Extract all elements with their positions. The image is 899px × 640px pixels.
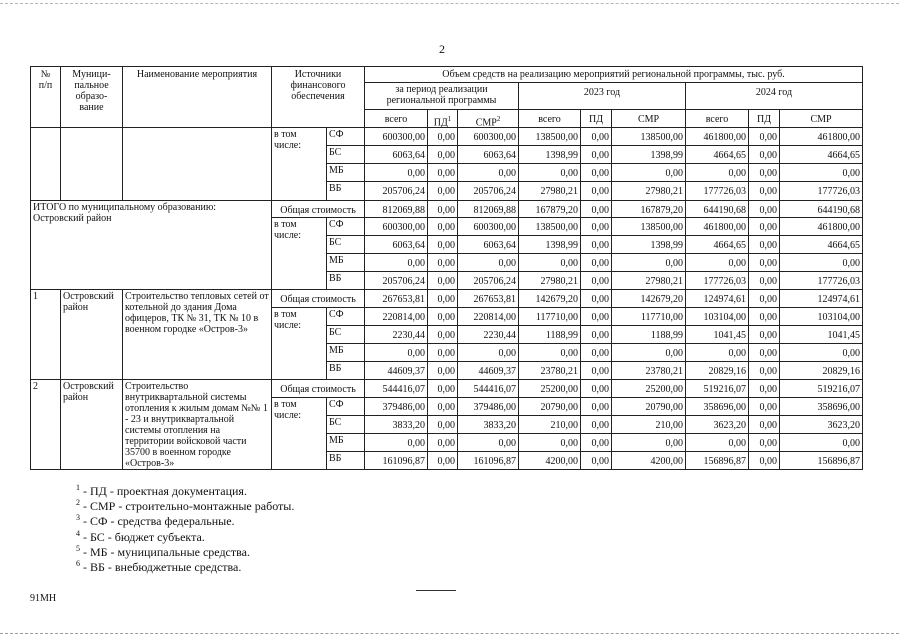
funding-value: 0,00 bbox=[580, 217, 612, 236]
funding-value: 0,00 bbox=[580, 181, 612, 201]
funding-value: 0,00 bbox=[685, 343, 749, 362]
funding-source-label: БС bbox=[326, 325, 365, 344]
funding-value: 210,00 bbox=[611, 415, 686, 434]
funding-value: 205706,24 bbox=[457, 181, 519, 201]
funding-value: 0,00 bbox=[457, 433, 519, 452]
footnote-text: - СМР - строительно-монтажные работы. bbox=[80, 499, 295, 514]
header-sub-column bbox=[611, 109, 686, 128]
funding-value: 0,00 bbox=[427, 163, 458, 182]
funding-source-label: СФ bbox=[326, 217, 365, 236]
row-event-name: Строительство тепловых сетей от котельной до здания Дома офицеров, ТК № 31, ТК № 10 в военном городке «Остров-3» bbox=[122, 289, 272, 380]
funding-value: 205706,24 bbox=[364, 181, 428, 201]
funding-value: 0,00 bbox=[748, 415, 780, 434]
header-municipality: Муници- пальное образо- вание bbox=[60, 66, 123, 128]
funding-value: 0,00 bbox=[364, 163, 428, 182]
footnote bbox=[76, 545, 496, 560]
total-cost-label: Общая стоимость bbox=[271, 289, 365, 308]
header-year-2023: 2023 год bbox=[518, 82, 686, 110]
footnote-text: - БС - бюджет субъекта. bbox=[80, 529, 205, 544]
funding-value: 0,00 bbox=[427, 253, 458, 272]
header-number: № п/п bbox=[30, 66, 61, 128]
total-cost-value: 0,00 bbox=[427, 379, 458, 398]
row-event-name bbox=[122, 127, 272, 201]
funding-value: 379486,00 bbox=[364, 397, 428, 416]
header-sub-column bbox=[518, 109, 581, 128]
funding-value: 117710,00 bbox=[611, 307, 686, 326]
funding-value: 3833,20 bbox=[457, 415, 519, 434]
footnote-text: - СФ - средства федеральные. bbox=[80, 514, 235, 529]
funding-value: 2230,44 bbox=[457, 325, 519, 344]
total-cost-value: 519216,07 bbox=[779, 379, 863, 398]
total-cost-value: 25200,00 bbox=[611, 379, 686, 398]
funding-value: 600300,00 bbox=[364, 127, 428, 146]
footnote bbox=[76, 484, 496, 499]
funding-value: 0,00 bbox=[611, 433, 686, 452]
funding-value: 210,00 bbox=[518, 415, 581, 434]
row-event-name: Строительство внутриквартальной системы отопления к жилым домам №№ 1 - 23 и внутриквартальной системы отопления на территории войсковой части 35700 в военном городке «Остров-3» bbox=[122, 379, 272, 470]
funding-value: 23780,21 bbox=[518, 361, 581, 380]
funding-value: 0,00 bbox=[427, 217, 458, 236]
funding-value: 0,00 bbox=[748, 271, 780, 290]
funding-value: 27980,21 bbox=[518, 271, 581, 290]
funding-value: 0,00 bbox=[779, 433, 863, 452]
funding-value: 0,00 bbox=[611, 253, 686, 272]
funding-value: 177726,03 bbox=[779, 181, 863, 201]
funding-value: 0,00 bbox=[748, 253, 780, 272]
funding-value: 0,00 bbox=[518, 343, 581, 362]
funding-value: 44609,37 bbox=[364, 361, 428, 380]
header-year-2024: 2024 год bbox=[685, 82, 863, 110]
funding-source-label: МБ bbox=[326, 163, 365, 182]
header-sub-column bbox=[779, 109, 863, 128]
funding-value: 1041,45 bbox=[685, 325, 749, 344]
including-label: в том числе: bbox=[271, 127, 327, 201]
funding-value: 23780,21 bbox=[611, 361, 686, 380]
total-cost-value: 0,00 bbox=[748, 289, 780, 308]
funding-value: 1398,99 bbox=[611, 235, 686, 254]
funding-value: 117710,00 bbox=[518, 307, 581, 326]
total-cost-value: 267653,81 bbox=[457, 289, 519, 308]
header-sub-label: всего bbox=[538, 114, 561, 125]
funding-value: 3623,20 bbox=[779, 415, 863, 434]
funding-value: 161096,87 bbox=[364, 451, 428, 470]
funding-value: 0,00 bbox=[580, 361, 612, 380]
footnote-mark: 6 bbox=[76, 559, 80, 569]
total-cost-value: 812069,88 bbox=[364, 200, 428, 218]
funding-value: 0,00 bbox=[748, 451, 780, 470]
funding-value: 4200,00 bbox=[518, 451, 581, 470]
footnote-mark: 2 bbox=[76, 498, 80, 508]
funding-value: 0,00 bbox=[748, 343, 780, 362]
funding-value: 0,00 bbox=[427, 307, 458, 326]
funding-value: 461800,00 bbox=[685, 127, 749, 146]
funding-value: 6063,64 bbox=[457, 235, 519, 254]
total-cost-value: 0,00 bbox=[748, 379, 780, 398]
header-period-total: за период реализации региональной программы bbox=[364, 82, 519, 110]
header-sub-label: СМР bbox=[637, 114, 660, 125]
row-municipality: Островский район bbox=[60, 379, 123, 470]
footnote-text: - ПД - проектная документация. bbox=[80, 484, 247, 498]
total-cost-value: 812069,88 bbox=[457, 200, 519, 218]
funding-value: 220814,00 bbox=[457, 307, 519, 326]
total-cost-value: 0,00 bbox=[580, 379, 612, 398]
funding-value: 461800,00 bbox=[779, 127, 863, 146]
funding-value: 0,00 bbox=[685, 253, 749, 272]
funding-value: 358696,00 bbox=[685, 397, 749, 416]
funding-value: 0,00 bbox=[427, 343, 458, 362]
funding-value: 600300,00 bbox=[457, 127, 519, 146]
funding-value: 0,00 bbox=[427, 235, 458, 254]
funding-value: 0,00 bbox=[580, 235, 612, 254]
signature-line bbox=[416, 590, 456, 591]
total-cost-value: 544416,07 bbox=[457, 379, 519, 398]
funding-value: 103104,00 bbox=[779, 307, 863, 326]
header-sub-label: СМР bbox=[475, 117, 497, 128]
document-code: 91МН bbox=[30, 593, 57, 604]
funding-value: 2230,44 bbox=[364, 325, 428, 344]
funding-value: 0,00 bbox=[580, 397, 612, 416]
funding-value: 27980,21 bbox=[518, 181, 581, 201]
total-cost-value: 267653,81 bbox=[364, 289, 428, 308]
funding-value: 205706,24 bbox=[457, 271, 519, 290]
footnote bbox=[76, 560, 496, 575]
funding-value: 0,00 bbox=[580, 253, 612, 272]
funding-value: 4664,65 bbox=[779, 235, 863, 254]
funding-value: 20829,16 bbox=[685, 361, 749, 380]
page-number: 2 bbox=[439, 42, 445, 56]
funding-value: 27980,21 bbox=[611, 181, 686, 201]
funding-value: 461800,00 bbox=[685, 217, 749, 236]
funding-value: 0,00 bbox=[518, 433, 581, 452]
funding-value: 6063,64 bbox=[364, 235, 428, 254]
funding-value: 138500,00 bbox=[611, 217, 686, 236]
funding-value: 20829,16 bbox=[779, 361, 863, 380]
including-label: в том числе: bbox=[271, 397, 327, 470]
funding-value: 0,00 bbox=[748, 307, 780, 326]
header-sub-column bbox=[685, 109, 749, 128]
header-sub-column bbox=[580, 109, 612, 128]
funding-value: 138500,00 bbox=[518, 217, 581, 236]
funding-value: 0,00 bbox=[427, 325, 458, 344]
funding-value: 0,00 bbox=[427, 451, 458, 470]
total-cost-label: Общая стоимость bbox=[271, 379, 365, 398]
funding-value: 0,00 bbox=[748, 361, 780, 380]
total-cost-value: 0,00 bbox=[748, 200, 780, 218]
funding-value: 1041,45 bbox=[779, 325, 863, 344]
total-cost-value: 0,00 bbox=[580, 200, 612, 218]
total-cost-value: 25200,00 bbox=[518, 379, 581, 398]
funding-value: 0,00 bbox=[748, 127, 780, 146]
total-cost-label: Общая стоимость bbox=[271, 200, 365, 218]
funding-value: 4200,00 bbox=[611, 451, 686, 470]
including-label: в том числе: bbox=[271, 307, 327, 380]
funding-value: 0,00 bbox=[580, 307, 612, 326]
header-sub-label: ПД bbox=[433, 117, 448, 128]
funding-value: 0,00 bbox=[580, 145, 612, 164]
funding-value: 3833,20 bbox=[364, 415, 428, 434]
total-cost-value: 644190,68 bbox=[685, 200, 749, 218]
funding-value: 0,00 bbox=[779, 343, 863, 362]
funding-value: 358696,00 bbox=[779, 397, 863, 416]
total-cost-value: 167879,20 bbox=[611, 200, 686, 218]
funding-source-label: СФ bbox=[326, 397, 365, 416]
header-sub-label: ПД bbox=[588, 114, 604, 125]
funding-value: 0,00 bbox=[748, 397, 780, 416]
funding-value: 0,00 bbox=[748, 433, 780, 452]
funding-value: 103104,00 bbox=[685, 307, 749, 326]
footnote-text: - МБ - муниципальные средства. bbox=[80, 544, 250, 559]
funding-source-label: МБ bbox=[326, 253, 365, 272]
funding-value: 0,00 bbox=[427, 397, 458, 416]
total-cost-value: 124974,61 bbox=[685, 289, 749, 308]
funding-value: 0,00 bbox=[748, 145, 780, 164]
funding-source-label: БС bbox=[326, 235, 365, 254]
header-sub-mark: 2 bbox=[496, 115, 501, 123]
funding-value: 220814,00 bbox=[364, 307, 428, 326]
header-sub-column bbox=[748, 109, 780, 128]
funding-value: 156896,87 bbox=[685, 451, 749, 470]
funding-value: 1398,99 bbox=[611, 145, 686, 164]
funding-value: 1188,99 bbox=[611, 325, 686, 344]
funding-value: 0,00 bbox=[427, 415, 458, 434]
row-municipality bbox=[60, 127, 123, 201]
footnote bbox=[76, 514, 496, 529]
funding-value: 0,00 bbox=[427, 145, 458, 164]
footnotes bbox=[76, 484, 496, 575]
funding-value: 0,00 bbox=[685, 433, 749, 452]
header-sub-column bbox=[457, 109, 519, 128]
footnote-mark: 1 bbox=[76, 483, 80, 492]
footnote-text: - ВБ - внебюджетные средства. bbox=[80, 560, 242, 575]
funding-value: 161096,87 bbox=[457, 451, 519, 470]
total-cost-value: 644190,68 bbox=[779, 200, 863, 218]
funding-value: 0,00 bbox=[457, 253, 519, 272]
header-event-name: Наименование мероприятия bbox=[122, 66, 272, 128]
total-cost-value: 124974,61 bbox=[779, 289, 863, 308]
funding-value: 0,00 bbox=[580, 163, 612, 182]
funding-value: 0,00 bbox=[685, 163, 749, 182]
funding-value: 177726,03 bbox=[685, 271, 749, 290]
funding-value: 4664,65 bbox=[685, 145, 749, 164]
funding-source-label: ВБ bbox=[326, 451, 365, 470]
funding-source-label: ВБ bbox=[326, 271, 365, 290]
footnote-mark: 3 bbox=[76, 513, 80, 523]
funding-value: 20790,00 bbox=[518, 397, 581, 416]
funding-value: 0,00 bbox=[580, 271, 612, 290]
funding-value: 0,00 bbox=[748, 181, 780, 201]
funding-value: 0,00 bbox=[457, 163, 519, 182]
funding-value: 205706,24 bbox=[364, 271, 428, 290]
row-number: 1 bbox=[30, 289, 61, 380]
funding-value: 461800,00 bbox=[779, 217, 863, 236]
footnote bbox=[76, 499, 496, 514]
total-cost-value: 0,00 bbox=[427, 289, 458, 308]
funding-value: 3623,20 bbox=[685, 415, 749, 434]
footnote bbox=[76, 530, 496, 545]
funding-value: 0,00 bbox=[748, 235, 780, 254]
funding-value: 600300,00 bbox=[457, 217, 519, 236]
funding-value: 379486,00 bbox=[457, 397, 519, 416]
funding-value: 0,00 bbox=[580, 343, 612, 362]
funding-source-label: БС bbox=[326, 145, 365, 164]
funding-value: 0,00 bbox=[580, 127, 612, 146]
funding-value: 1188,99 bbox=[518, 325, 581, 344]
funding-value: 0,00 bbox=[611, 343, 686, 362]
funding-value: 0,00 bbox=[580, 451, 612, 470]
funding-value: 0,00 bbox=[580, 325, 612, 344]
total-cost-value: 544416,07 bbox=[364, 379, 428, 398]
total-cost-value: 142679,20 bbox=[611, 289, 686, 308]
funding-value: 6063,64 bbox=[364, 145, 428, 164]
header-volume: Объем средств на реализацию мероприятий региональной программы, тыс. руб. bbox=[364, 66, 863, 83]
header-sub-column bbox=[364, 109, 428, 128]
funding-value: 0,00 bbox=[364, 343, 428, 362]
funding-value: 0,00 bbox=[427, 127, 458, 146]
funding-value: 177726,03 bbox=[685, 181, 749, 201]
header-sub-label: всего bbox=[384, 114, 408, 125]
funding-value: 600300,00 bbox=[364, 217, 428, 236]
summary-title: ИТОГО по муниципальному образованию: Островский район bbox=[30, 200, 272, 290]
funding-value: 0,00 bbox=[611, 163, 686, 182]
funding-value: 0,00 bbox=[457, 343, 519, 362]
funding-value: 4664,65 bbox=[685, 235, 749, 254]
funding-value: 138500,00 bbox=[518, 127, 581, 146]
funding-value: 0,00 bbox=[580, 433, 612, 452]
total-cost-value: 142679,20 bbox=[518, 289, 581, 308]
funding-value: 0,00 bbox=[364, 253, 428, 272]
funding-value: 0,00 bbox=[427, 271, 458, 290]
funding-value: 0,00 bbox=[779, 253, 863, 272]
funding-value: 177726,03 bbox=[779, 271, 863, 290]
funding-value: 1398,99 bbox=[518, 235, 581, 254]
header-sub-mark: 1 bbox=[447, 115, 452, 123]
row-municipality: Островский район bbox=[60, 289, 123, 380]
funding-source-label: МБ bbox=[326, 433, 365, 452]
funding-source-label: СФ bbox=[326, 127, 365, 146]
header-sub-label: ПД bbox=[756, 114, 772, 125]
funding-value: 0,00 bbox=[748, 217, 780, 236]
funding-value: 0,00 bbox=[748, 163, 780, 182]
total-cost-value: 0,00 bbox=[427, 200, 458, 218]
funding-value: 20790,00 bbox=[611, 397, 686, 416]
footnote-mark: 5 bbox=[76, 543, 80, 553]
footnote-mark: 4 bbox=[76, 528, 80, 538]
total-cost-value: 0,00 bbox=[580, 289, 612, 308]
funding-value: 4664,65 bbox=[779, 145, 863, 164]
funding-value: 27980,21 bbox=[611, 271, 686, 290]
funding-value: 0,00 bbox=[580, 415, 612, 434]
header-sources: Источники финансового обеспечения bbox=[271, 66, 365, 128]
funding-source-label: ВБ bbox=[326, 361, 365, 380]
funding-value: 0,00 bbox=[518, 253, 581, 272]
funding-value: 156896,87 bbox=[779, 451, 863, 470]
header-sub-label: всего bbox=[705, 114, 729, 125]
funding-source-label: СФ bbox=[326, 307, 365, 326]
funding-value: 0,00 bbox=[364, 433, 428, 452]
row-number: 2 bbox=[30, 379, 61, 470]
funding-value: 6063,64 bbox=[457, 145, 519, 164]
funding-value: 0,00 bbox=[748, 325, 780, 344]
funding-value: 44609,37 bbox=[457, 361, 519, 380]
header-sub-column bbox=[427, 109, 458, 128]
funding-source-label: ВБ bbox=[326, 181, 365, 201]
row-number bbox=[30, 127, 61, 201]
funding-value: 0,00 bbox=[427, 433, 458, 452]
including-label: в том числе: bbox=[271, 217, 327, 290]
total-cost-value: 167879,20 bbox=[518, 200, 581, 218]
funding-value: 1398,99 bbox=[518, 145, 581, 164]
funding-value: 0,00 bbox=[779, 163, 863, 182]
header-sub-label: СМР bbox=[810, 114, 832, 125]
funding-source-label: МБ bbox=[326, 343, 365, 362]
funding-value: 0,00 bbox=[427, 361, 458, 380]
funding-source-label: БС bbox=[326, 415, 365, 434]
total-cost-value: 519216,07 bbox=[685, 379, 749, 398]
funding-value: 0,00 bbox=[518, 163, 581, 182]
funding-value: 0,00 bbox=[427, 181, 458, 201]
funding-value: 138500,00 bbox=[611, 127, 686, 146]
